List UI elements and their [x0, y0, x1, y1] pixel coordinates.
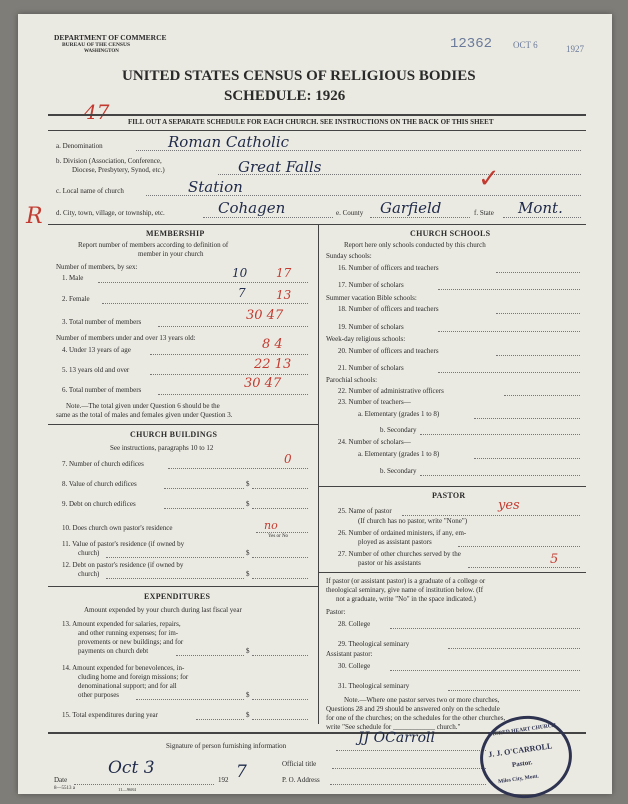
membership-note-2: same as the total of males and females given under Question 3. — [56, 411, 233, 419]
buildings-intro: See instructions, paragraphs 10 to 12 — [110, 444, 214, 452]
yes-no-hint: Yes or No — [268, 534, 289, 539]
official-title-label: Official title — [282, 760, 317, 768]
sunday-schools-label: Sunday schools: — [326, 252, 372, 260]
seal-city: Miles City, Mont. — [497, 773, 540, 786]
q9-label: 9. Debt on church edifices — [62, 500, 136, 508]
membership-title: MEMBERSHIP — [146, 229, 205, 238]
q3-value: 30 47 — [246, 308, 284, 323]
assistant-pastor-label: Assistant pastor: — [326, 650, 373, 658]
q8-dollar: $ — [246, 480, 250, 488]
weekday-schools-label: Week-day religious schools: — [326, 335, 406, 343]
q23a-label: a. Elementary (grades 1 to 8) — [358, 410, 440, 418]
q6-label: 6. Total number of members — [62, 386, 142, 394]
q12-label-1: 12. Debt on pastor's residence (if owned by — [62, 561, 184, 569]
q14-line-3: denominational support; and for all — [78, 682, 177, 690]
q26-label-2: ployed as assistant pastors — [358, 538, 432, 546]
q18-label: 18. Number of officers and teachers — [338, 305, 439, 313]
q30-label: 30. College — [338, 662, 371, 670]
local-name-label: c. Local name of church — [56, 187, 124, 195]
q23-label: 23. Number of teachers— — [338, 398, 411, 406]
state-value: Mont. — [518, 199, 563, 217]
received-year-stamp: 1927 — [566, 44, 584, 54]
red-check-mark: ✓ — [478, 164, 500, 193]
dept-label: DEPARTMENT OF COMMERCE — [54, 33, 167, 42]
q12-label-2: church) — [78, 570, 100, 578]
q7-value: 0 — [284, 452, 292, 466]
q25-value: yes — [498, 498, 520, 513]
q28-label: 28. College — [338, 620, 371, 628]
q29-label: 29. Theological seminary — [338, 640, 410, 648]
census-schedule-sheet — [18, 14, 612, 794]
q11-dollar: $ — [246, 549, 250, 557]
q1-label: 1. Male — [62, 274, 84, 282]
q14-line-2: cluding home and foreign missions; for — [78, 673, 189, 681]
file-number-stamp: 12362 — [450, 36, 493, 52]
year-prefix: 192 — [218, 776, 229, 784]
q26-label-1: 26. Number of ordained ministers, if any, em- — [338, 529, 467, 537]
q23b-label: b. Secondary — [380, 426, 417, 434]
county-value: Garfield — [380, 199, 442, 217]
q11-label-1: 11. Value of pastor's residence (if owned by — [62, 540, 185, 548]
division-label-2: Diocese, Presbytery, Synod, etc.) — [72, 166, 165, 174]
signature-value: JJ OCarroll — [358, 730, 435, 746]
q21-label: 21. Number of scholars — [338, 364, 404, 372]
city-label: d. City, town, village, or township, etc. — [56, 209, 165, 217]
received-date-stamp: OCT 6 — [513, 40, 538, 50]
membership-note-1: Note.—The total given under Question 6 should be the — [66, 402, 220, 410]
date-value: Oct 3 — [108, 758, 155, 778]
pastor-note-1: Note.—Where one pastor serves two or more churches, — [344, 696, 500, 704]
q5-value: 22 13 — [254, 357, 292, 372]
q2-value-b: 13 — [276, 288, 292, 302]
q24-label: 24. Number of scholars— — [338, 438, 411, 446]
date-label: Date — [54, 776, 68, 784]
form-title: UNITED STATES CENSUS OF RELIGIOUS BODIES — [122, 68, 476, 84]
schools-intro: Report here only schools conducted by this church — [344, 241, 486, 249]
q3-label: 3. Total number of members — [62, 318, 142, 326]
schedule-title: SCHEDULE: 1926 — [224, 88, 346, 104]
form-code: 8—5513 a — [54, 786, 75, 791]
q9-dollar: $ — [246, 500, 250, 508]
city-value: Cohagen — [218, 199, 286, 217]
q13-dollar: $ — [246, 647, 250, 655]
membership-intro-2: member in your church — [138, 250, 204, 258]
division-label-1: b. Division (Association, Conference, — [56, 157, 162, 165]
q12-dollar: $ — [246, 570, 250, 578]
q6-value: 30 47 — [244, 376, 282, 391]
q15-label: 15. Total expenditures during year — [62, 711, 158, 719]
q27-label-1: 27. Number of other churches served by the — [338, 550, 461, 558]
q13-line-3: provements or new buildings; and for — [78, 638, 184, 646]
seal-church-name: SACRED HEART CHURCH — [487, 722, 557, 739]
year-value: 7 — [236, 762, 247, 782]
q7-label: 7. Number of church edifices — [62, 460, 144, 468]
q4-label: 4. Under 13 years of age — [62, 346, 131, 354]
state-label: f. State — [474, 209, 494, 217]
q10-value: no — [264, 519, 278, 532]
expenditures-intro: Amount expended by your church during last fiscal year — [84, 606, 242, 614]
po-address-label: P. O. Address — [282, 776, 320, 784]
parochial-schools-label: Parochial schools: — [326, 376, 378, 384]
q31-label: 31. Theological seminary — [338, 682, 410, 690]
red-r-mark: R — [26, 204, 43, 229]
q22-label: 22. Number of administrative officers — [338, 387, 444, 395]
q27-value: 5 — [550, 552, 559, 567]
q1-value-a: 10 — [232, 266, 248, 280]
division-value: Great Falls — [238, 158, 322, 176]
q27-label-2: pastor or his assistants — [358, 559, 421, 567]
q4-value: 8 4 — [262, 337, 283, 352]
q14-dollar: $ — [246, 691, 250, 699]
denomination-label: a. Denomination — [56, 142, 103, 150]
q25-label: 25. Name of pastor — [338, 507, 392, 515]
red-handwritten-mark: 47 — [84, 100, 110, 124]
q25-note: (If church has no pastor, write "None") — [358, 517, 468, 525]
q11-label-2: church) — [78, 549, 100, 557]
graduate-note-3: not a graduate, write "No" in the space indicated.) — [336, 595, 476, 603]
buildings-title: CHURCH BUILDINGS — [130, 430, 218, 439]
summer-schools-label: Summer vacation Bible schools: — [326, 294, 417, 302]
q13-line-4: payments on church debt — [78, 647, 149, 655]
q15-dollar: $ — [246, 711, 250, 719]
denomination-value: Roman Catholic — [168, 133, 290, 151]
q16-label: 16. Number of officers and teachers — [338, 264, 439, 272]
membership-intro-1: Report number of members according to definition of — [78, 241, 229, 249]
signature-label: Signature of person furnishing information — [166, 742, 287, 750]
age-heading: Number of members under and over 13 years old: — [56, 334, 196, 342]
schools-title: CHURCH SCHOOLS — [410, 229, 491, 238]
q2-value-a: 7 — [238, 286, 246, 300]
graduate-note-1: If pastor (or assistant pastor) is a graduate of a college or — [326, 577, 486, 585]
seal-role: Pastor. — [511, 758, 533, 769]
q5-label: 5. 13 years old and over — [62, 366, 130, 374]
instruction-line: FILL OUT A SEPARATE SCHEDULE FOR EACH CHURCH. SEE INSTRUCTIONS ON THE BACK OF THIS SHEET — [128, 118, 494, 126]
seal-pastor-name: J. J. O'CARROLL — [487, 741, 553, 760]
q14-line-1: 14. Amount expended for benevolences, in- — [62, 664, 185, 672]
q20-label: 20. Number of officers and teachers — [338, 347, 439, 355]
county-label: e. County — [336, 209, 364, 217]
q1-value-b: 17 — [276, 266, 292, 280]
expenditures-title: EXPENDITURES — [144, 592, 211, 601]
q13-line-2: and other running expenses; for im- — [78, 629, 179, 637]
church-seal-stamp — [475, 710, 578, 804]
q8-label: 8. Value of church edifices — [62, 480, 137, 488]
q24a-label: a. Elementary (grades 1 to 8) — [358, 450, 440, 458]
pastor-note-3: for one of the churches; on the schedules for the other churches, — [326, 714, 506, 722]
q17-label: 17. Number of scholars — [338, 281, 404, 289]
bureau-label: BUREAU OF THE CENSUS — [62, 42, 131, 48]
graduate-note-2: theological seminary, give name of institution below. (If — [326, 586, 484, 594]
pastor-title: PASTOR — [432, 491, 466, 500]
q24b-label: b. Secondary — [380, 467, 417, 475]
city-label: WASHINGTON — [84, 49, 119, 54]
q10-label: 10. Does church own pastor's residence — [62, 524, 173, 532]
by-sex-label: Number of members, by sex: — [56, 263, 138, 271]
local-name-value: Station — [188, 178, 243, 196]
q2-label: 2. Female — [62, 295, 90, 303]
q14-line-4: other purposes — [78, 691, 120, 699]
pastor-note-2: Questions 28 and 29 should be answered only on the schedule — [326, 705, 500, 713]
pastor-note-4: write "See schedule for ____________ church." — [326, 723, 461, 731]
q19-label: 19. Number of scholars — [338, 323, 404, 331]
q13-line-1: 13. Amount expended for salaries, repairs, — [62, 620, 181, 628]
pastor-label: Pastor: — [326, 608, 346, 616]
form-code-2: 11—9684 — [118, 787, 136, 792]
